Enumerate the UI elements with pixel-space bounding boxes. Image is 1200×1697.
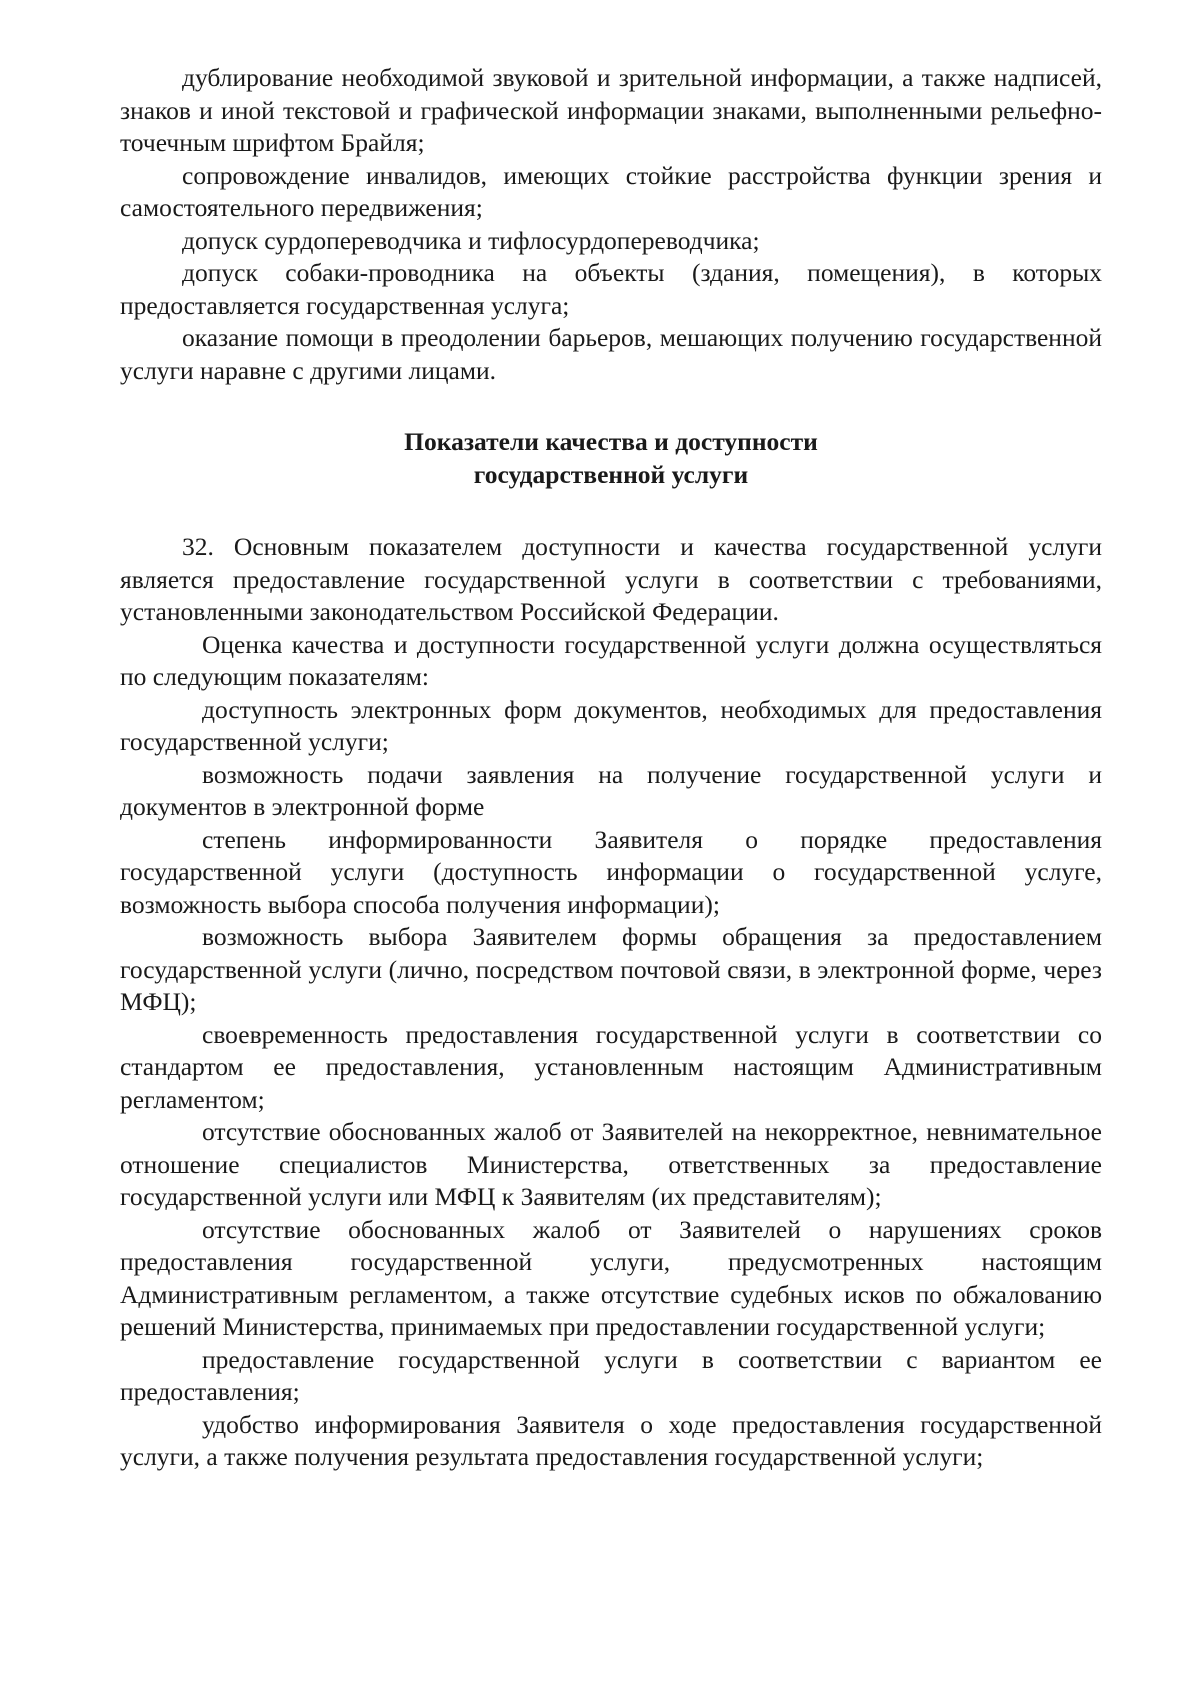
section-heading-line: государственной услуги [473, 460, 749, 489]
paragraph: сопровождение инвалидов, имеющих стойкие расстройства функции зрения и самостоятельного передвижения; [120, 160, 1102, 222]
paragraph: возможность выбора Заявителем формы обращения за предоставлением государственной услуги (лично, посредством почтовой связи, в электронной форме, через МФЦ); [120, 922, 1102, 1016]
section-heading-line: Показатели качества и доступности [404, 427, 818, 456]
paragraph: допуск сурдопереводчика и тифлосурдопереводчика; [182, 225, 760, 255]
paragraph: степень информированности Заявителя о порядке предоставления государственной услуги (доступность информации о государственной услуге, возможность выбора способа получения информации); [120, 824, 1102, 919]
paragraph: удобство информирования Заявителя о ходе предоставления государственной услуги, а также получения результата предоставления государственной услуги; [120, 1409, 1102, 1471]
section-heading [120, 425, 1102, 491]
paragraph: своевременность предоставления государственной услуги в соответствии со стандартом ее предоставления, установленным настоящим Административным регламентом; [120, 1019, 1102, 1114]
paragraph: возможность подачи заявления на получение государственной услуги и документов в электронной форме [120, 759, 1102, 821]
paragraph: оказание помощи в преодолении барьеров, мешающих получению государственной услуги наравне с другими лицами. [120, 323, 1102, 385]
paragraph: отсутствие обоснованных жалоб от Заявителей о нарушениях сроков предоставления государственной услуги, предусмотренных настоящим Административным регламентом, а также отсутствие судебных исков по обжалованию решений Министерства, принимаемых при предоставлении государственной услуги; [120, 1214, 1102, 1341]
document-page [120, 62, 1102, 1474]
paragraph: дублирование необходимой звуковой и зрительной информации, а также надписей, знаков и иной текстовой и графической информации знаками, выполненными рельефно-точечным шрифтом Брайля; [120, 63, 1102, 157]
paragraph: доступность электронных форм документов, необходимых для предоставления государственной услуги; [120, 694, 1102, 756]
paragraph: предоставление государственной услуги в соответствии с вариантом ее предоставления; [120, 1344, 1102, 1406]
paragraph: Оценка качества и доступности государственной услуги должна осуществляться по следующим показателям: [120, 629, 1102, 691]
paragraph: отсутствие обоснованных жалоб от Заявителей на некорректное, невнимательное отношение специалистов Министерства, ответственных за предоставление государственной услуги или МФЦ к Заявителям (их представителям); [120, 1117, 1102, 1211]
paragraph: допуск собаки-проводника на объекты (здания, помещения), в которых предоставляется государственная услуга; [120, 258, 1102, 320]
paragraph: 32. Основным показателем доступности и качества государственной услуги является предоставление государственной услуги в соответствии с требованиями, установленными законодательством Российской Федерации. [120, 532, 1102, 626]
